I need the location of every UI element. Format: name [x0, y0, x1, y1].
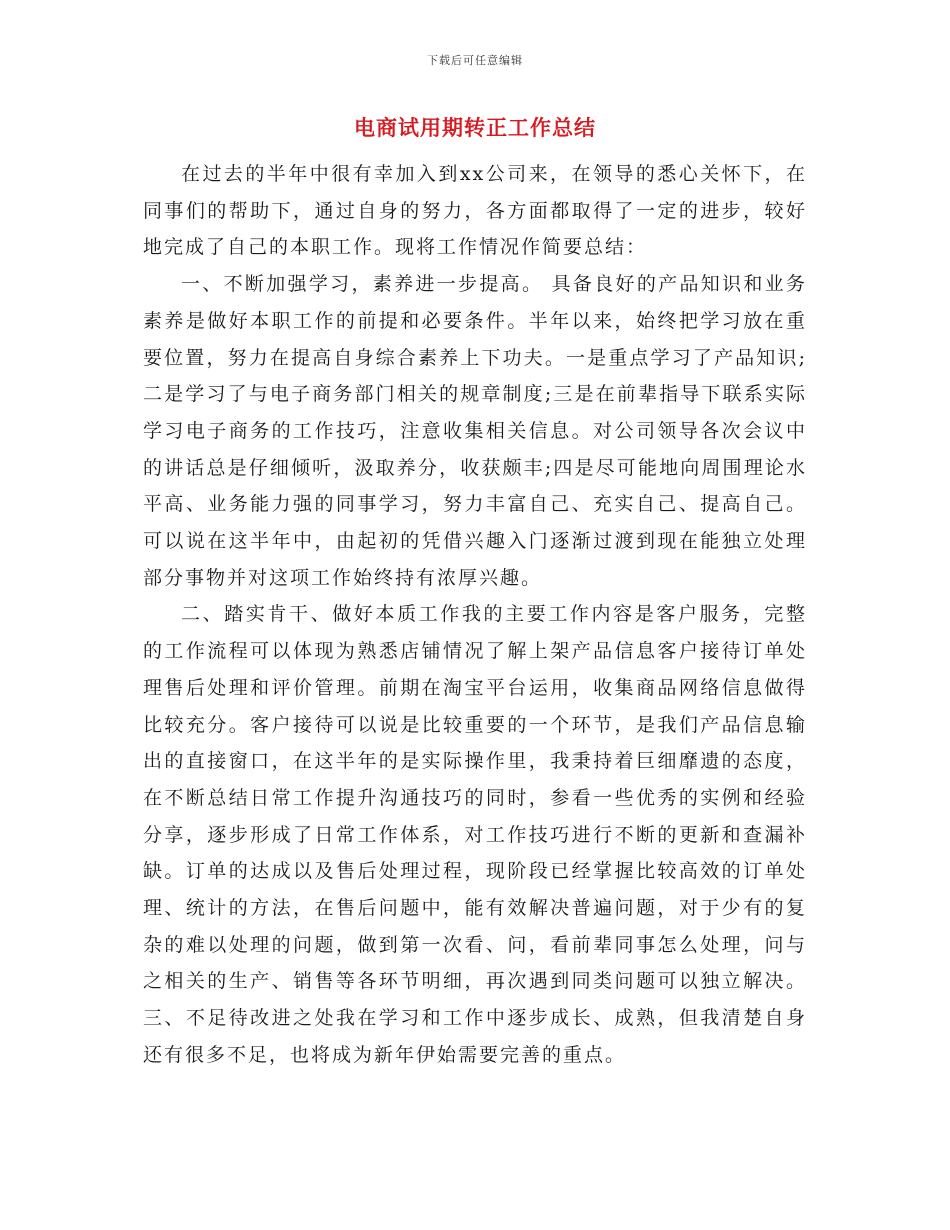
- header-note: 下载后可任意编辑: [427, 54, 523, 67]
- paragraph-section-2: 二、踏实肯干、做好本质工作我的主要工作内容是客户服务，完整的工作流程可以体现为熟悉店铺情况了解上架产品信息客户接待订单处理售后处理和评价管理。前期在淘宝平台运用，收集商品网络信息做得比较充分。客户接待可以说是比较重要的一个环节，是我们产品信息输出的直接窗口，在这半年的是实际操作里，我秉持着巨细靡遗的态度，在不断总结日常工作提升沟通技巧的同时，参看一些优秀的实例和经验分享，逐步形成了日常工作体系，对工作技巧进行不断的更新和查漏补缺。订单的达成以及售后处理过程，现阶段已经掌握比较高效的订单处理、统计的方法，在售后问题中，能有效解决普遍问题，对于少有的复杂的难以处理的问题，做到第一次看、问，看前辈同事怎么处理，问与之相关的生产、销售等各环节明细，再次遇到同类问题可以独立解决。 三、不足待改进之处我在学习和工作中逐步成长、成熟，但我清楚自身还有很多不足，也将成为新年伊始需要完善的重点。: [143, 603, 807, 1066]
- paragraph-intro: 在过去的半年中很有幸加入到xx公司来，在领导的悉心关怀下，在同事们的帮助下，通过自身的努力，各方面都取得了一定的进步，较好地完成了自己的本职工作。现将工作情况作简要总结：: [143, 163, 807, 259]
- document-body: [143, 156, 807, 1074]
- paragraph-section-1: 一、不断加强学习，素养进一步提高。 具备良好的产品知识和业务素养是做好本职工作的前提和必要条件。半年以来，始终把学习放在重要位置，努力在提高自身综合素养上下功夫。一是重点学习了产品知识;二是学习了与电子商务部门相关的规章制度;三是在前辈指导下联系实际学习电子商务的工作技巧，注意收集相关信息。对公司领导各次会议中的讲话总是仔细倾听，汲取养分，收获颇丰;四是尽可能地向周围理论水平高、业务能力强的同事学习，努力丰富自己、充实自己、提高自己。可以说在这半年中，由起初的凭借兴趣入门逐渐过渡到现在能独立处理部分事物并对这项工作始终持有浓厚兴趣。: [143, 273, 807, 589]
- document-title: 电商试用期转正工作总结: [354, 115, 596, 140]
